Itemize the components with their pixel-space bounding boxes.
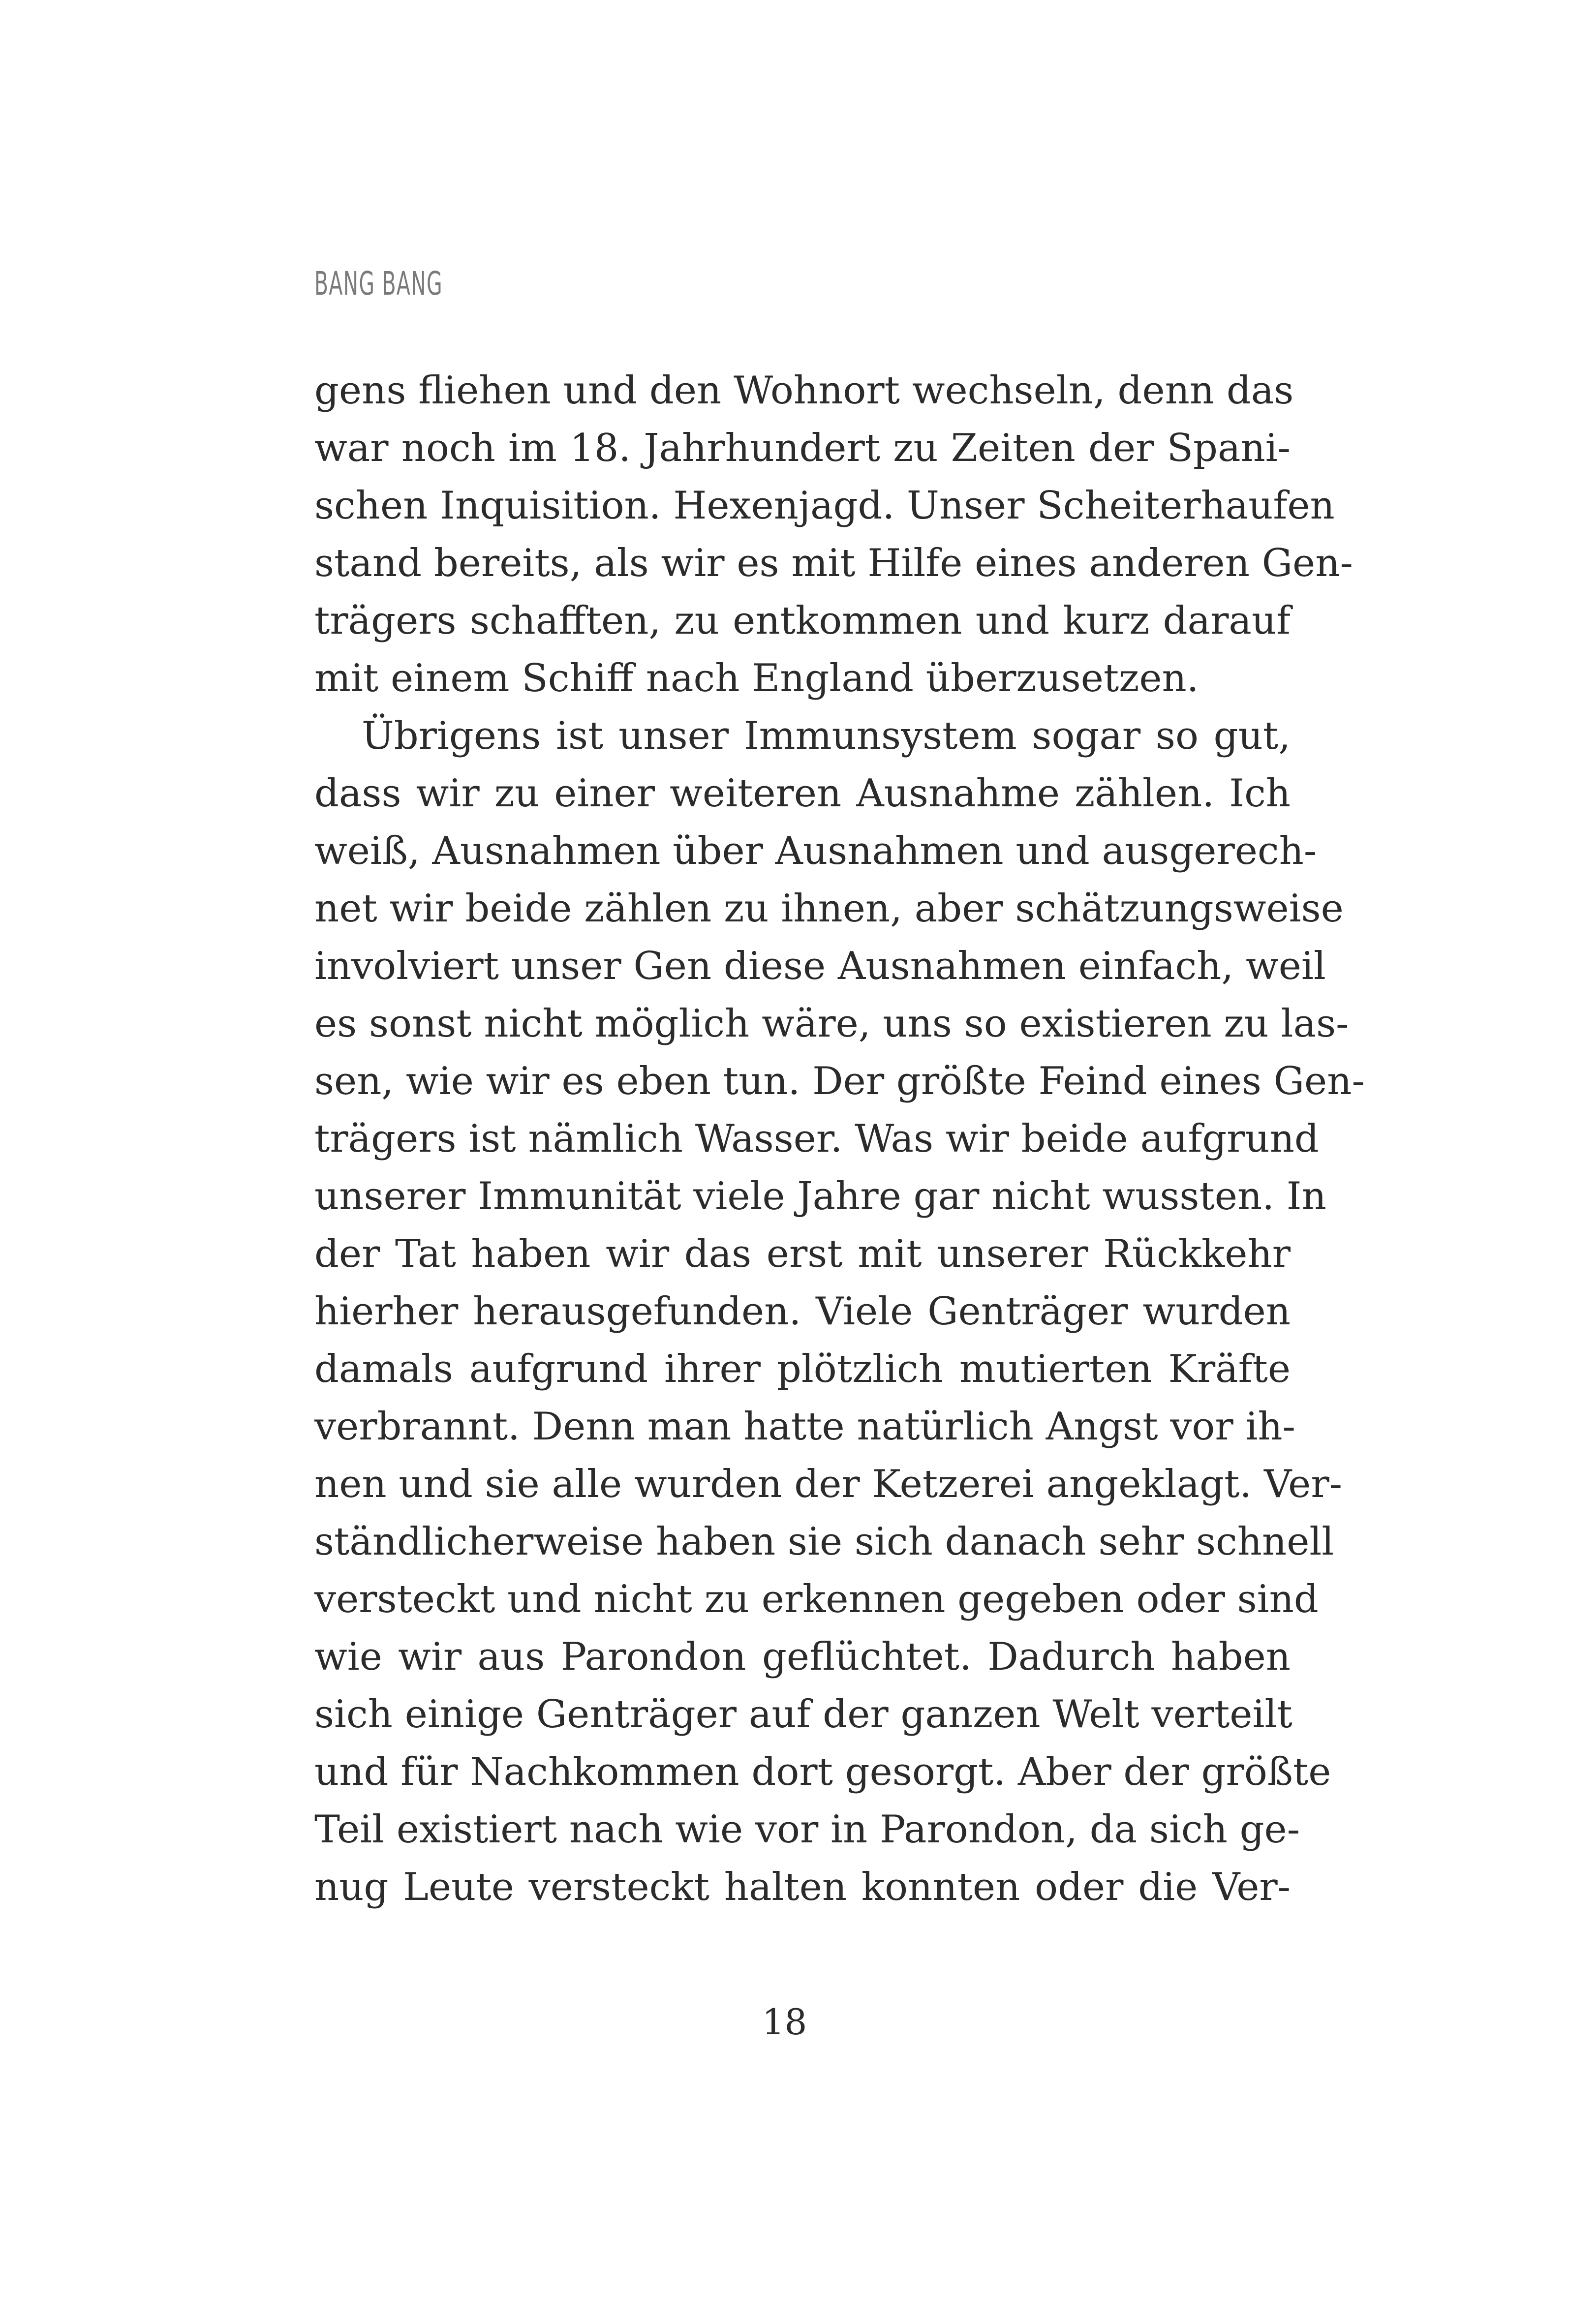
text-line: sich einige Genträger auf der ganzen Welt verteilt	[314, 1692, 1292, 1737]
text-line: Übrigens ist unser Immunsystem sogar so gut,	[362, 714, 1291, 758]
text-line: ständlicherweise haben sie sich danach sehr schnell	[314, 1520, 1334, 1564]
text-line: mit einem Schiff nach England überzusetzen.	[314, 656, 1199, 701]
page-number: 18	[762, 2001, 807, 2043]
body-text	[314, 362, 1365, 1916]
text-line: nen und sie alle wurden der Ketzerei angeklagt. Ver-	[314, 1462, 1342, 1506]
text-line: der Tat haben wir das erst mit unserer Rückkehr	[314, 1232, 1291, 1276]
text-line: dass wir zu einer weiteren Ausnahme zählen. Ich	[314, 771, 1291, 816]
text-line: net wir beide zählen zu ihnen, aber schätzungsweise	[314, 887, 1344, 931]
paragraph-2	[314, 707, 1365, 1916]
running-head: BANG BANG	[314, 265, 443, 303]
text-line: versteckt und nicht zu erkennen gegeben oder sind	[314, 1577, 1319, 1621]
text-line: trägers schafften, zu entkommen und kurz darauf	[314, 599, 1291, 643]
text-line: unserer Immunität viele Jahre gar nicht wussten. In	[314, 1174, 1326, 1219]
paragraph-1	[314, 362, 1353, 707]
text-line: weiß, Ausnahmen über Ausnahmen und ausgerech-	[314, 829, 1317, 873]
text-line: hierher herausgefunden. Viele Genträger wurden	[314, 1289, 1291, 1334]
text-line: und für Nachkommen dort gesorgt. Aber der größte	[314, 1750, 1331, 1794]
text-line: gens fliehen und den Wohnort wechseln, denn das	[314, 368, 1294, 413]
text-line: involviert unser Gen diese Ausnahmen einfach, weil	[314, 944, 1326, 988]
text-line: wie wir aus Parondon geflüchtet. Dadurch haben	[314, 1635, 1291, 1679]
text-line: war noch im 18. Jahrhundert zu Zeiten der Spani-	[314, 426, 1291, 470]
text-line: stand bereits, als wir es mit Hilfe eines anderen Gen-	[314, 541, 1353, 585]
text-line: damals aufgrund ihrer plötzlich mutierten Kräfte	[314, 1347, 1291, 1391]
text-line: verbrannt. Denn man hatte natürlich Angst vor ih-	[314, 1405, 1295, 1449]
text-line: nug Leute versteckt halten konnten oder die Ver-	[314, 1865, 1291, 1909]
text-line: Teil existiert nach wie vor in Parondon, da sich ge-	[314, 1807, 1300, 1852]
text-line: es sonst nicht möglich wäre, uns so existieren zu las-	[314, 1002, 1349, 1046]
text-line: schen Inquisition. Hexenjagd. Unser Scheiterhaufen	[314, 484, 1335, 528]
text-line: trägers ist nämlich Wasser. Was wir beide aufgrund	[314, 1117, 1319, 1161]
text-line: sen, wie wir es eben tun. Der größte Feind eines Gen-	[314, 1059, 1365, 1103]
